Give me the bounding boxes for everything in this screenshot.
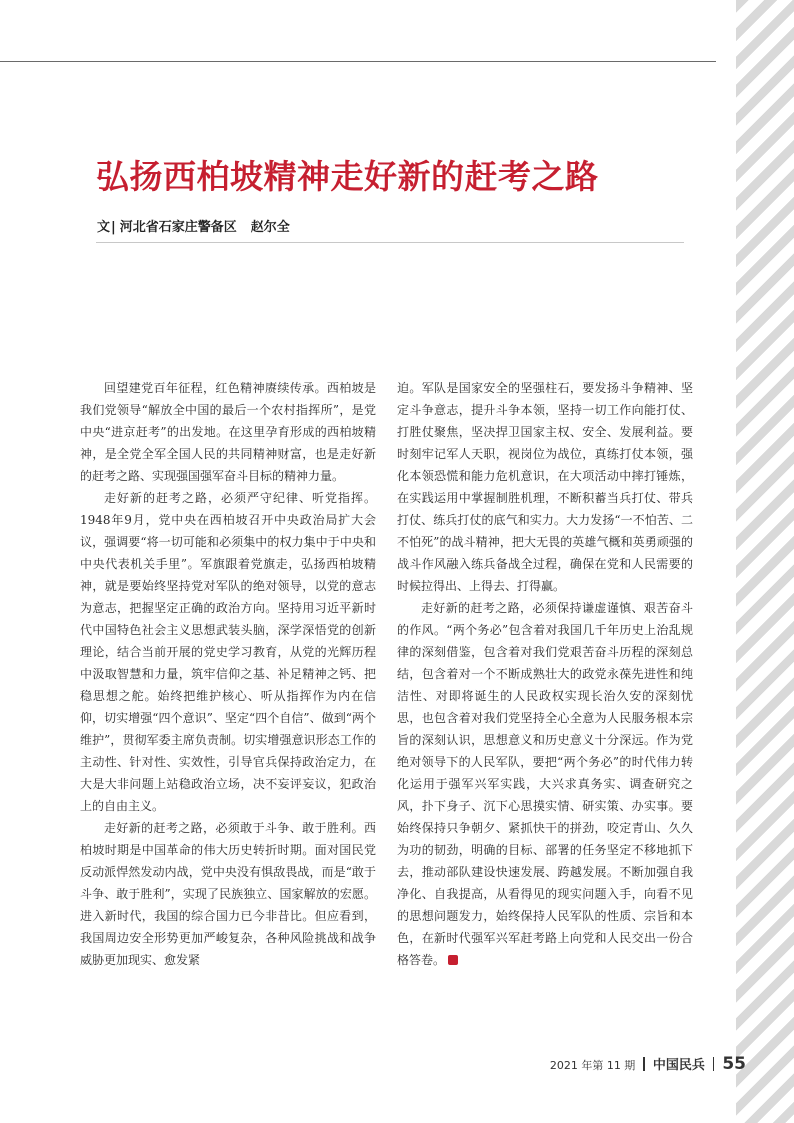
body-paragraph	[397, 597, 693, 971]
body-paragraph: 回望建党百年征程，红色精神赓续传承。西柏坡是我们党领导“解放全中国的最后一个农村指挥所”，是党中央“进京赶考”的出发地。在这里孕育形成的西柏坡精神，是全党全军全国人民的共同精神财富，也是走好新的赶考之路、实现强国强军奋斗目标的精神力量。	[80, 381, 376, 483]
header-rule	[0, 61, 716, 62]
byline-author: 赵尔全	[250, 220, 290, 235]
byline-rule	[96, 242, 684, 243]
byline-label: 文	[97, 220, 111, 235]
byline-separator: |	[111, 220, 116, 235]
footer-issue: 2021 年第 11 期	[549, 1059, 636, 1072]
body-column-left	[80, 377, 376, 971]
decorative-stripe-band	[736, 0, 794, 1123]
body-paragraph: 迫。军队是国家安全的坚强柱石，要发扬斗争精神、坚定斗争意志，提升斗争本领，坚持一切工作向能打仗、打胜仗聚焦，坚决捍卫国家主权、安全、发展利益。要时刻牢记军人天职，视岗位为战位，真练打仗本领，强化本领恐慌和能力危机意识，在大项活动中摔打锤炼，在实践运用中掌握制胜机理，不断积蓄当兵打仗、带兵打仗、练兵打仗的底气和实力。大力发扬“一不怕苦、二不怕死”的战斗精神，把大无畏的英雄气概和英勇顽强的战斗作风融入练兵备战全过程，确保在党和人民需要的时候拉得出、上得去、打得赢。	[397, 381, 693, 593]
body-column-right	[397, 377, 693, 971]
body-paragraph: 走好新的赶考之路，必须敢于斗争、敢于胜利。西柏坡时期是中国革命的伟大历史转折时期。面对国民党反动派悍然发动内战，党中央没有惧敌畏战，而是“敢于斗争、敢于胜利”，实现了民族独立、国家解放的宏愿。进入新时代，我国的综合国力已今非昔比。但应看到，我国周边安全形势更加严峻复杂，各种风险挑战和战争威胁更加现实、愈发紧	[80, 821, 376, 967]
article-title: 弘扬西柏坡精神走好新的赶考之路	[96, 157, 599, 196]
body-paragraph-text: 走好新的赶考之路，必须保持谦虚谨慎、艰苦奋斗的作风。“两个务必”包含着对我国几千年历史上治乱规律的深刻借鉴，包含着对我们党艰苦奋斗历程的深刻总结，包含着对一个不断成熟壮大的政党永葆先进性和纯洁性、对即将诞生的人民政权实现长治久安的深刻忧思，也包含着对我们党坚持全心全意为人民服务根本宗旨的深刻认识，思想意义和历史意义十分深远。作为党绝对领导下的人民军队，要把“两个务必”的时代伟力转化运用于强军兴军实践，大兴求真务实、调查研究之风，扑下身子、沉下心思摸实情、研实策、办实事。要始终保持只争朝夕、紧抓快干的拼劲，咬定青山、久久为功的韧劲，明确的目标、部署的任务坚定不移地抓下去，推动部队建设快速发展、跨越发展。不断加强自我净化、自我提高，从看得见的现实问题入手，向看不见的思想问题发力，始终保持人民军队的性质、宗旨和本色，在新时代强军兴军赶考路上向党和人民交出一份合格答卷。	[397, 601, 693, 967]
byline-org: 河北省石家庄警备区	[119, 220, 237, 235]
body-paragraph: 走好新的赶考之路，必须严守纪律、听党指挥。1948年9月，党中央在西柏坡召开中央政治局扩大会议，强调要“将一切可能和必须集中的权力集中于中央和中央代表机关手里”。军旗跟着党旗走，弘扬西柏坡精神，就是要始终坚持党对军队的绝对领导，以党的意志为意志，把握坚定正确的政治方向。坚持用习近平新时代中国特色社会主义思想武装头脑，深学深悟党的创新理论，结合当前开展的党史学习教育，从党的光辉历程中汲取智慧和力量，筑牢信仰之基、补足精神之钙、把稳思想之舵。始终把维护核心、听从指挥作为内在信仰，切实增强“四个意识”、坚定“四个自信”、做到“两个维护”，贯彻军委主席负责制。切实增强意识形态工作的主动性、针对性、实效性，引导官兵保持政治定力，在大是大非问题上站稳政治立场，决不妄评妄议，犯政治上的自由主义。	[80, 491, 376, 813]
footer-divider	[713, 1057, 715, 1071]
footer-magazine: 中国民兵	[652, 1058, 705, 1073]
page-footer	[550, 1054, 746, 1074]
footer-divider	[643, 1057, 645, 1071]
end-mark-icon	[448, 955, 458, 965]
byline	[97, 216, 290, 235]
page-number: 55	[722, 1054, 746, 1074]
